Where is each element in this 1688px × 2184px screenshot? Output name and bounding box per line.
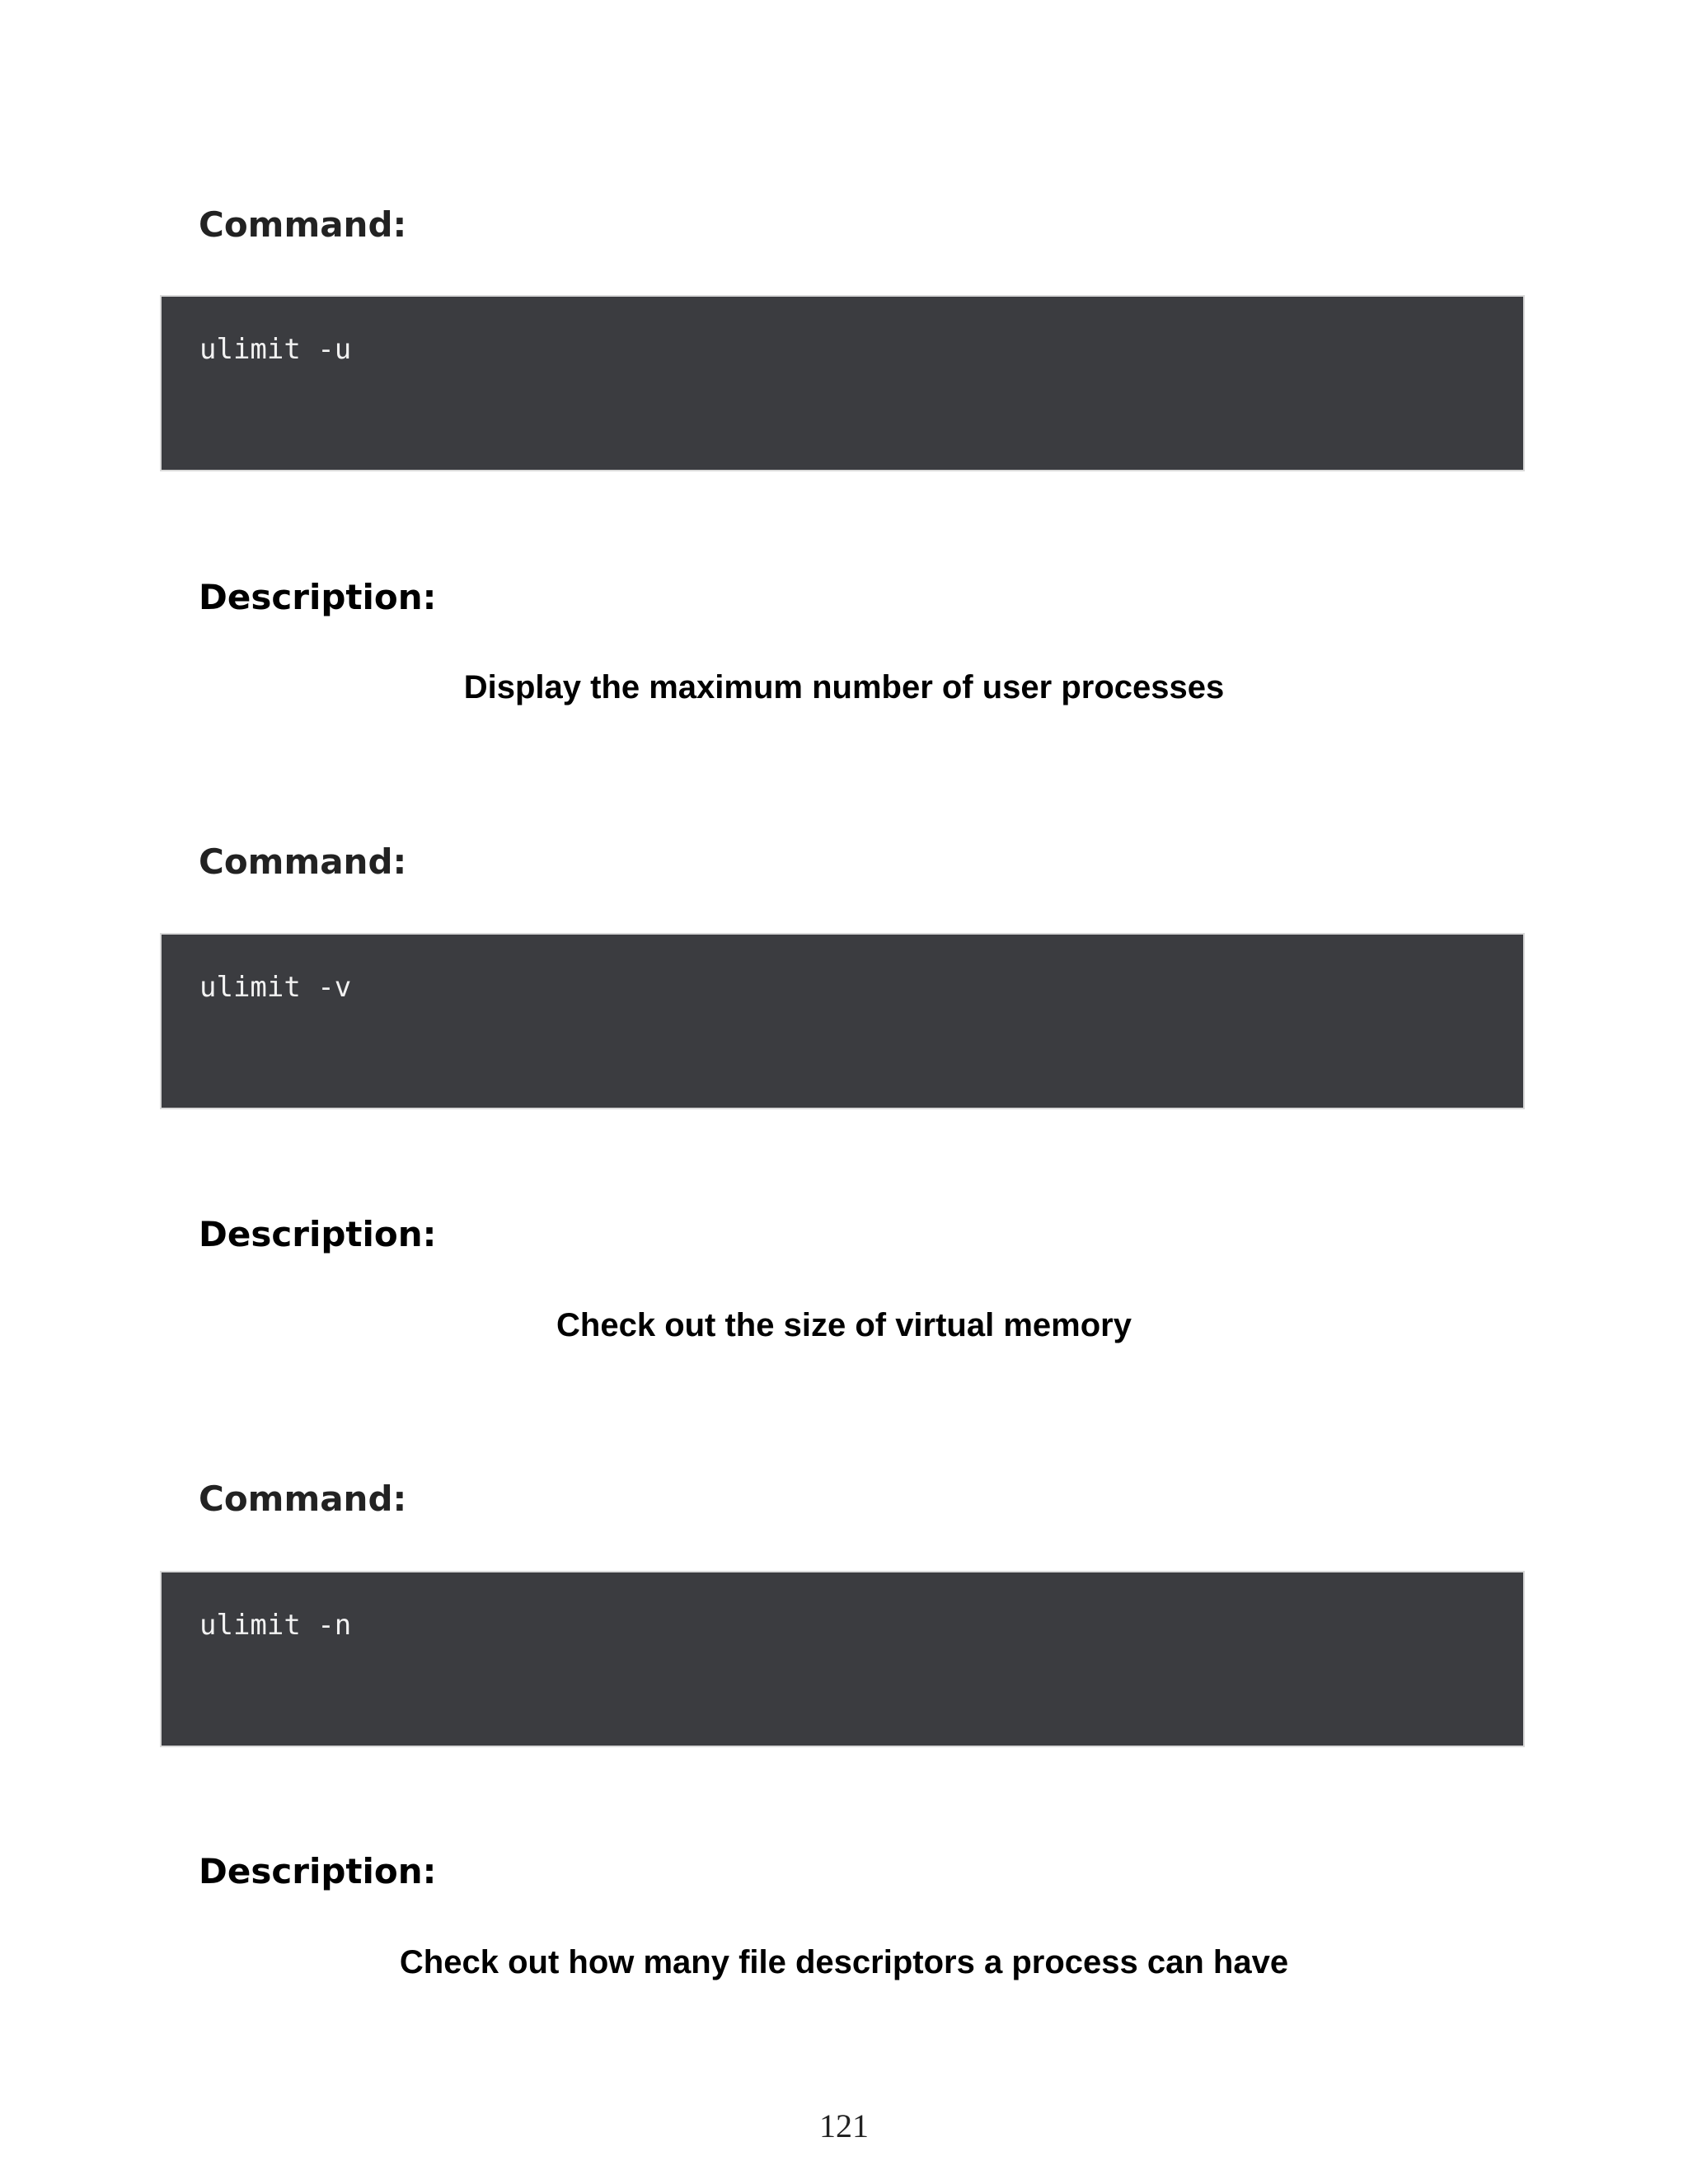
description-heading: Description: [199, 1214, 437, 1254]
description-heading: Description: [199, 577, 437, 617]
description-heading: Description: [199, 1851, 437, 1891]
command-heading: Command: [199, 1479, 407, 1519]
command-text[interactable]: ulimit -v [199, 971, 352, 1004]
description-text: Display the maximum number of user processes [463, 669, 1225, 705]
command-heading: Command: [199, 204, 407, 245]
description-text: Check out the size of virtual memory [556, 1307, 1132, 1343]
description-text: Check out how many file descriptors a process can have [399, 1944, 1289, 1980]
command-text[interactable]: ulimit -n [199, 1609, 352, 1642]
command-heading: Command: [199, 841, 407, 882]
code-block[interactable] [160, 1571, 1525, 1747]
code-block[interactable] [160, 295, 1525, 471]
code-block[interactable] [160, 933, 1525, 1109]
page-number: 121 [819, 2107, 869, 2144]
command-text[interactable]: ulimit -u [199, 333, 352, 366]
